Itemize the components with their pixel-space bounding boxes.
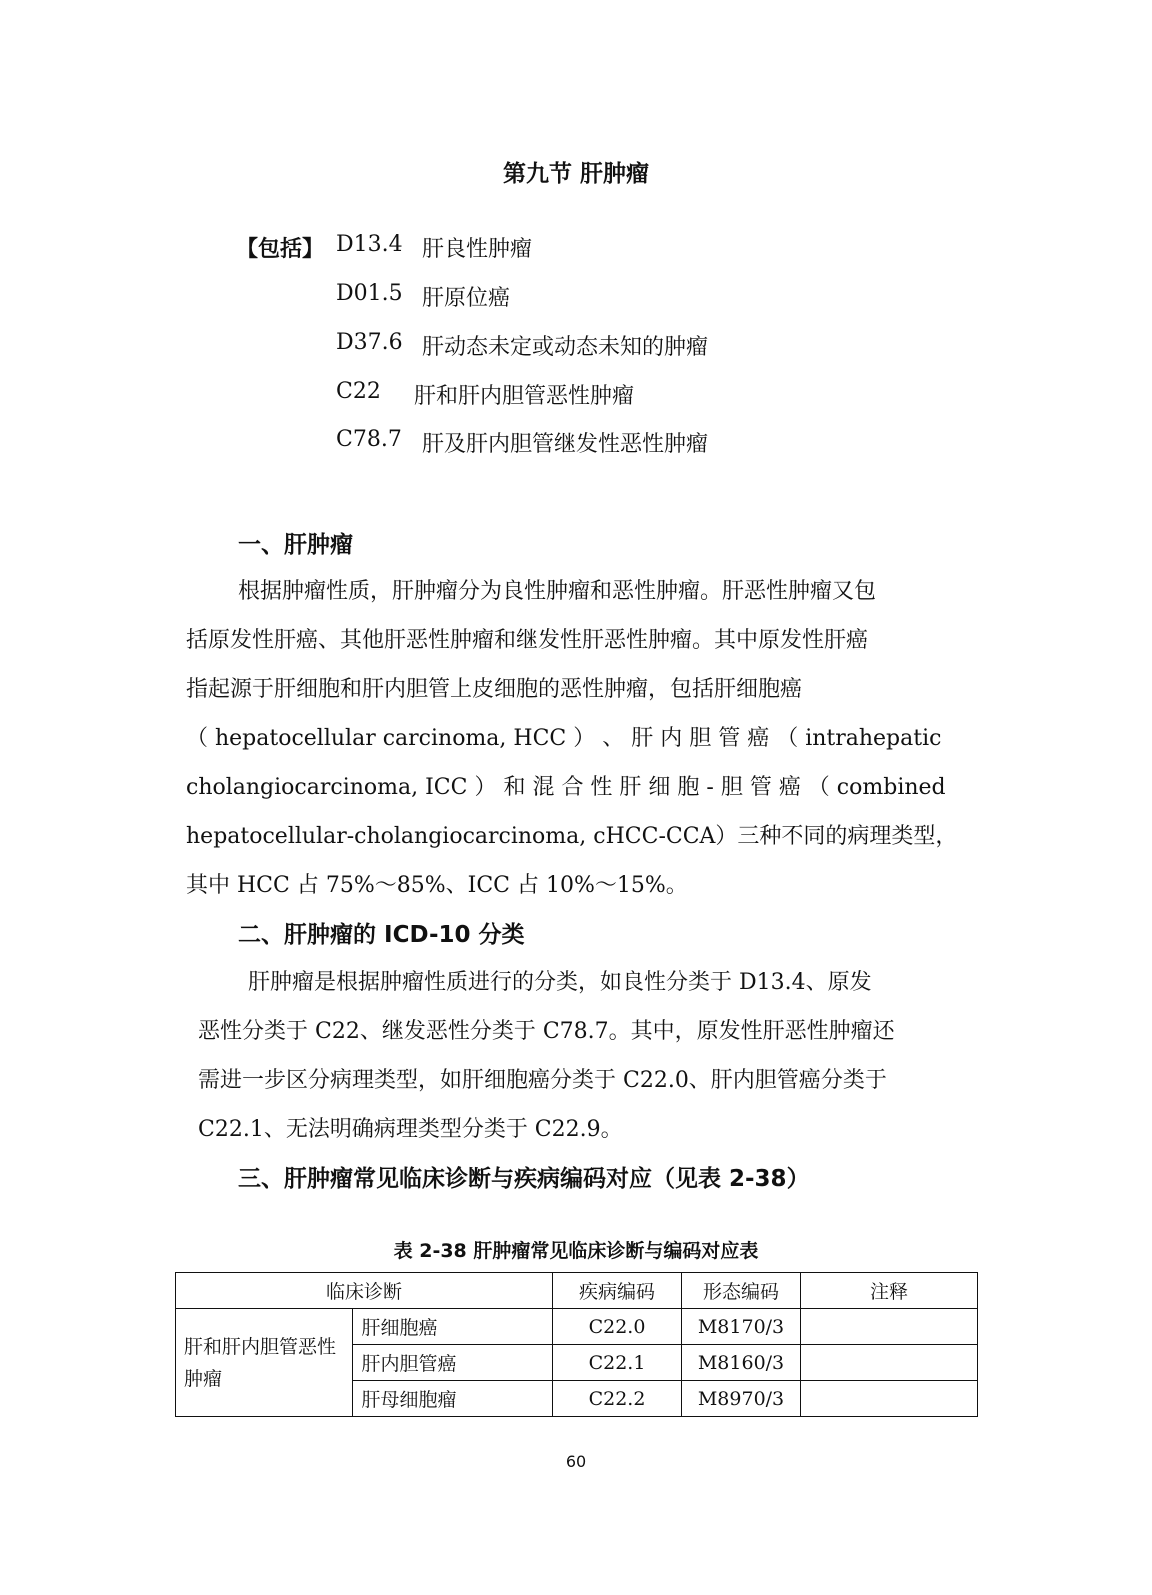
- morphology-code-cell: M8160/3: [682, 1345, 801, 1381]
- includes-label: 【包括】: [236, 237, 325, 262]
- include-code: D13.4: [336, 232, 403, 257]
- include-code: D37.6: [336, 330, 403, 355]
- include-desc: 肝及肝内胆管继发性恶性肿瘤: [422, 432, 709, 457]
- header-disease-code: 疾病编码: [553, 1273, 682, 1309]
- header-notes: 注释: [801, 1273, 978, 1309]
- header-clinical-diagnosis: 临床诊断: [176, 1273, 553, 1309]
- note-cell: [801, 1381, 978, 1417]
- include-desc: 肝原位癌: [422, 286, 511, 311]
- section1-line: hepatocellular-cholangiocarcinoma, cHCC-CCA）三种不同的病理类型，: [186, 824, 958, 849]
- morphology-code-cell: M8970/3: [682, 1381, 801, 1417]
- disease-code-cell: C22.1: [553, 1345, 682, 1381]
- note-cell: [801, 1309, 978, 1345]
- disease-code-cell: C22.0: [553, 1309, 682, 1345]
- diagnosis-cell: 肝母细胞瘤: [353, 1381, 553, 1417]
- section1-line: （ hepatocellular carcinoma, HCC ） 、 肝 内 胆 管 癌 （ intrahepatic: [186, 726, 942, 751]
- section2-line: 肝肿瘤是根据肿瘤性质进行的分类，如良性分类于 D13.4、原发: [248, 970, 872, 995]
- include-desc: 肝动态未定或动态未知的肿瘤: [422, 335, 709, 360]
- morphology-code-cell: M8170/3: [682, 1309, 801, 1345]
- section1-heading: 一、肝肿瘤: [238, 532, 353, 558]
- section3-heading: 三、肝肿瘤常见临床诊断与疾病编码对应（见表 2-38）: [238, 1166, 810, 1192]
- diagnosis-cell: 肝细胞癌: [353, 1309, 553, 1345]
- section2-line: 恶性分类于 C22、继发恶性分类于 C78.7。其中，原发性肝恶性肿瘤还: [198, 1019, 895, 1044]
- section2-line: 需进一步区分病理类型，如肝细胞癌分类于 C22.0、肝内胆管癌分类于: [198, 1068, 887, 1093]
- note-cell: [801, 1345, 978, 1381]
- section1-line: cholangiocarcinoma, ICC ） 和 混 合 性 肝 细 胞 - 胆 管 癌 （ combined: [186, 775, 946, 800]
- page-number: 60: [565, 1452, 587, 1471]
- icd-table: [175, 1272, 978, 1417]
- table-header-row: [176, 1273, 978, 1309]
- include-desc: 肝良性肿瘤: [422, 237, 533, 262]
- table-caption: 表 2-38 肝肿瘤常见临床诊断与编码对应表: [393, 1240, 759, 1262]
- section1-line: 其中 HCC 占 75%～85%、ICC 占 10%～15%。: [186, 873, 688, 898]
- disease-code-cell: C22.2: [553, 1381, 682, 1417]
- diagnosis-cell: 肝内胆管癌: [353, 1345, 553, 1381]
- include-desc: 肝和肝内胆管恶性肿瘤: [414, 384, 635, 409]
- group-cell: 肝和肝内胆管恶性肿瘤: [176, 1309, 353, 1417]
- section1-line: 指起源于肝细胞和肝内胆管上皮细胞的恶性肿瘤，包括肝细胞癌: [186, 677, 803, 702]
- section1-line: 根据肿瘤性质，肝肿瘤分为良性肿瘤和恶性肿瘤。肝恶性肿瘤又包: [238, 579, 877, 604]
- table-row: [176, 1309, 978, 1345]
- section2-heading: 二、肝肿瘤的 ICD-10 分类: [238, 922, 525, 948]
- include-code: C22: [336, 379, 381, 404]
- header-morphology-code: 形态编码: [682, 1273, 801, 1309]
- section2-line: C22.1、无法明确病理类型分类于 C22.9。: [198, 1117, 623, 1142]
- section1-line: 括原发性肝癌、其他肝恶性肿瘤和继发性肝恶性肿瘤。其中原发性肝癌: [186, 628, 869, 653]
- section-title: 第九节 肝肿瘤: [502, 161, 649, 187]
- include-code: C78.7: [336, 427, 402, 452]
- include-code: D01.5: [336, 281, 403, 306]
